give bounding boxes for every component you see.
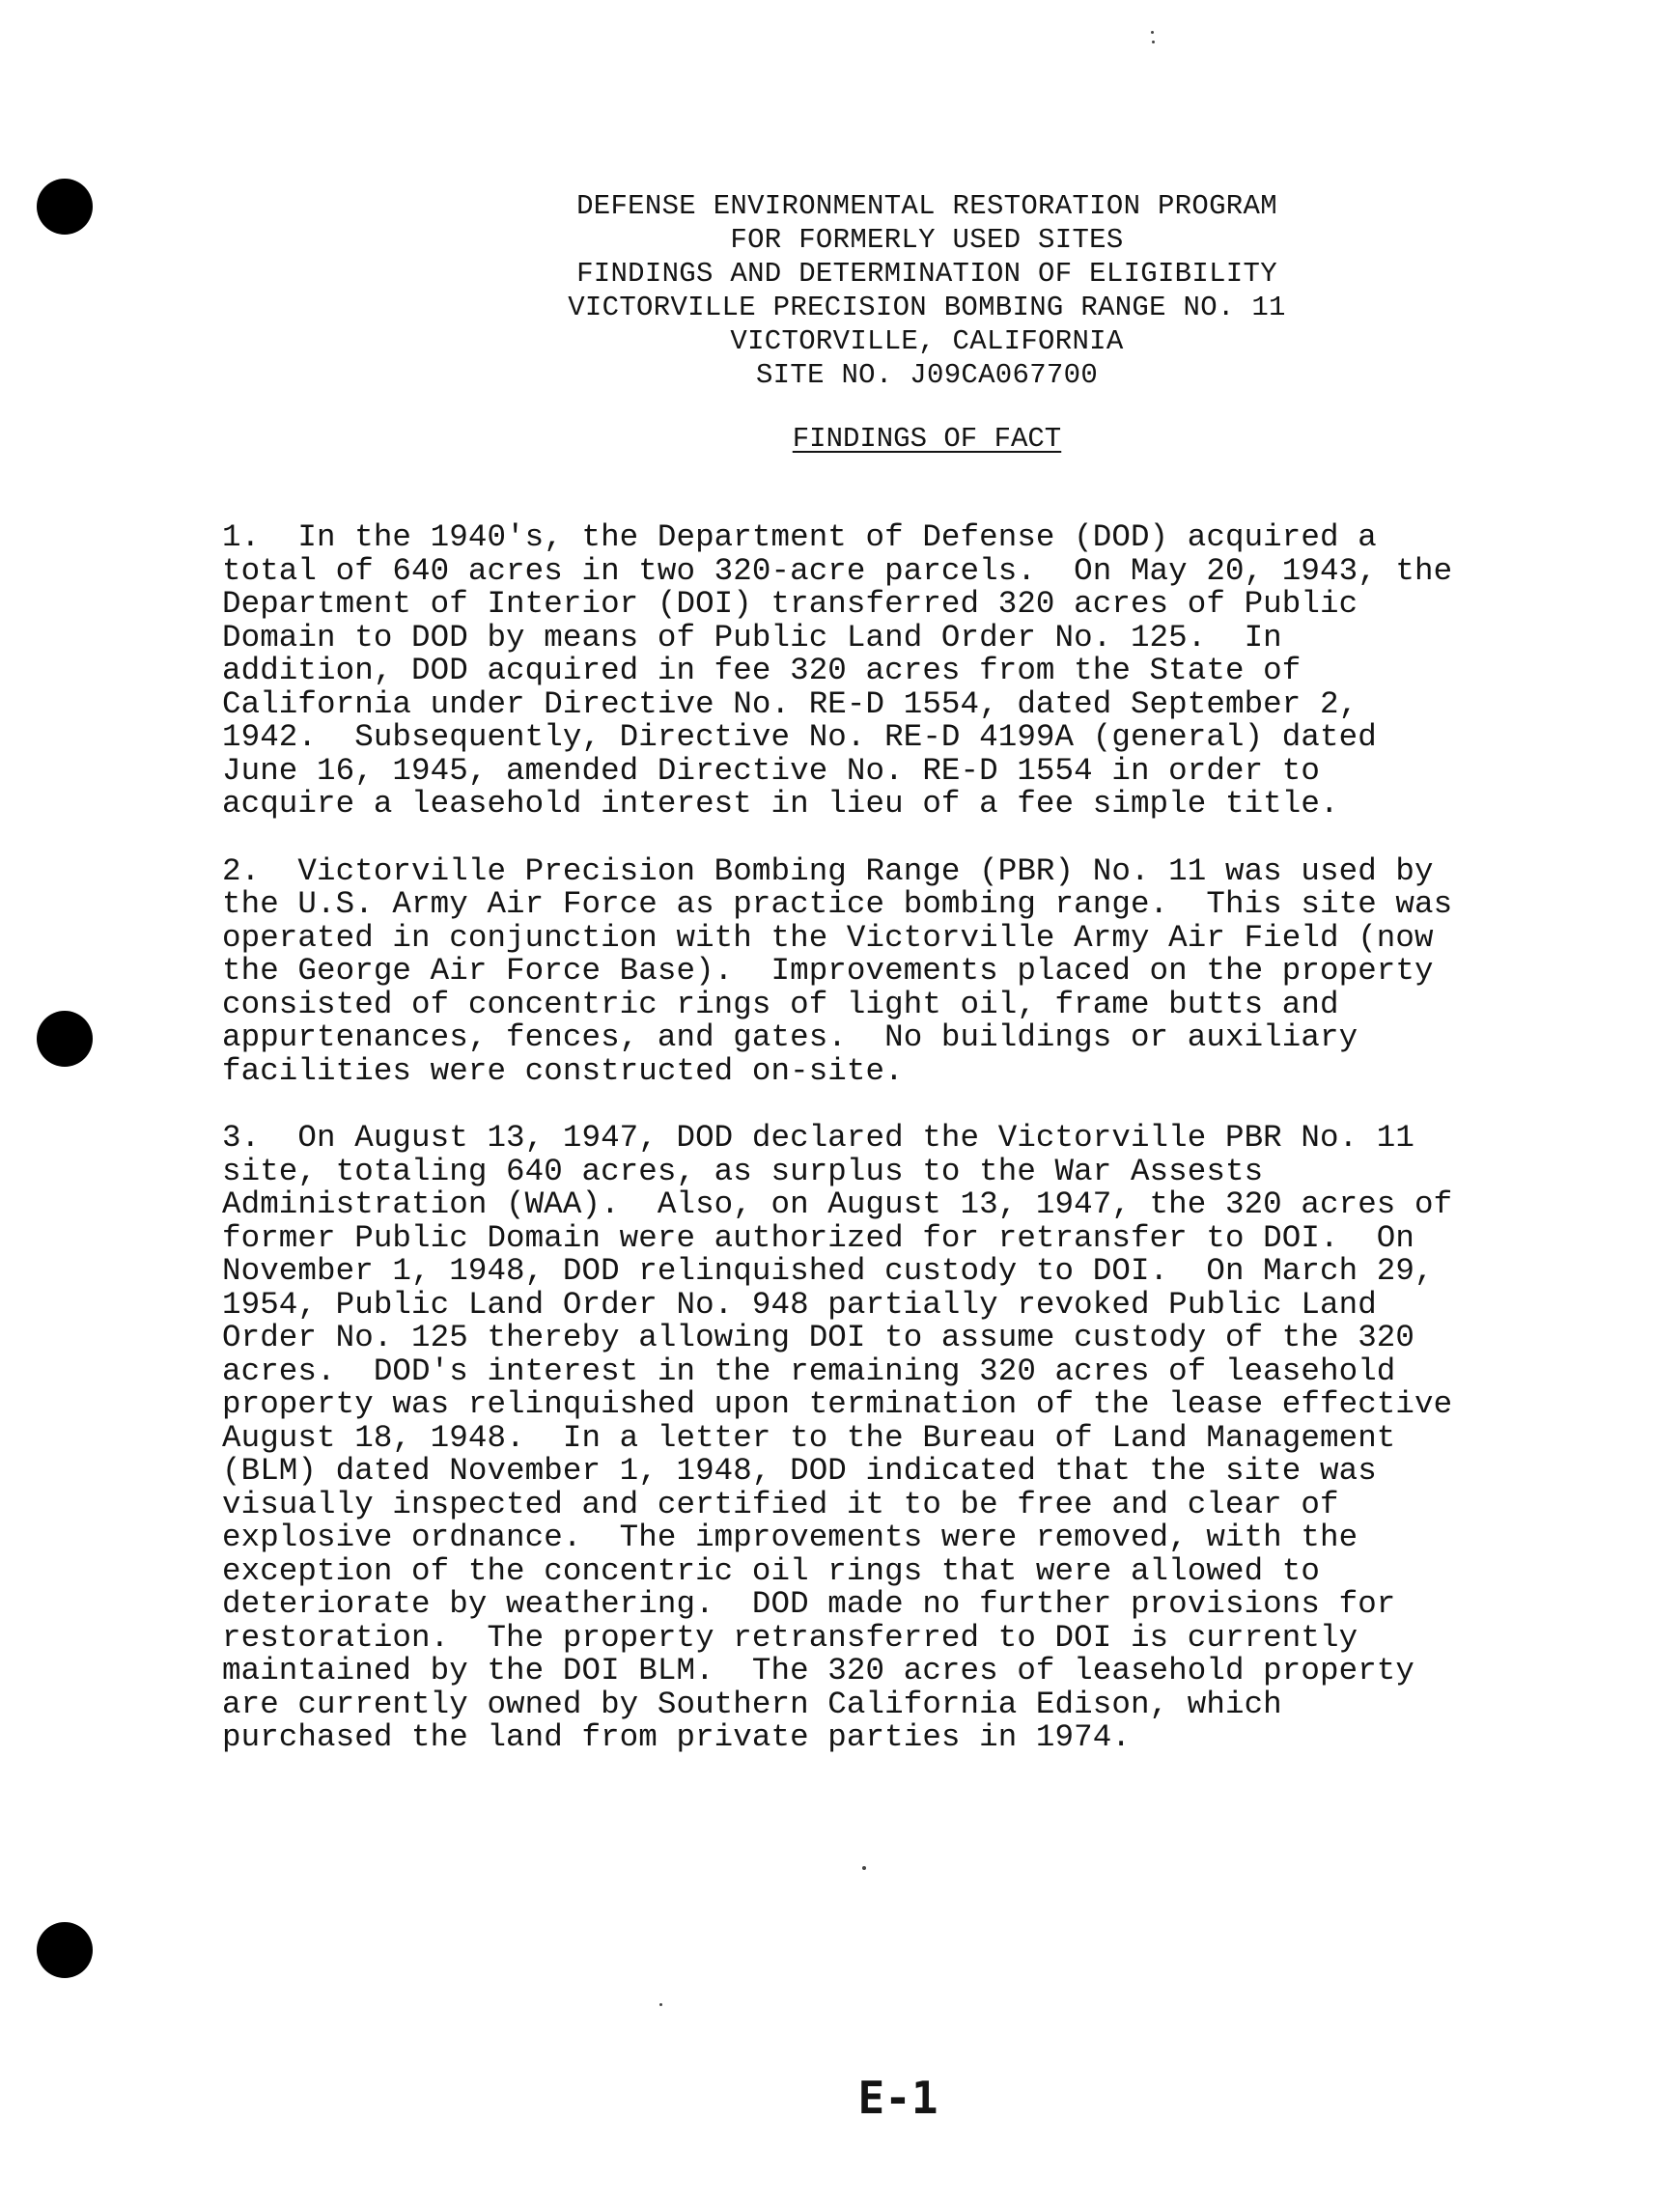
paragraph-line: visually inspected and certified it to be free and clear of: [222, 1486, 1339, 1522]
paragraph-line: 2. Victorville Precision Bombing Range (PBR) No. 11 was used by: [222, 852, 1434, 889]
scan-speck: [1151, 31, 1154, 34]
scan-speck: [659, 2003, 662, 2006]
paragraph-line: June 16, 1945, amended Directive No. RE-D 1554 in order to: [222, 752, 1320, 789]
paragraph-line: facilities were constructed on-site.: [222, 1052, 904, 1089]
paragraph-line: the George Air Force Base). Improvements placed on the property: [222, 953, 1434, 989]
paragraph-line: August 18, 1948. In a letter to the Bureau of Land Management: [222, 1419, 1396, 1456]
paragraph-line: operated in conjunction with the Victorville Army Air Field (now: [222, 919, 1434, 956]
paragraph-line: exception of the concentric oil rings that were allowed to: [222, 1552, 1320, 1589]
paragraph-2: [222, 852, 1574, 1089]
paragraph-line: 3. On August 13, 1947, DOD declared the Victorville PBR No. 11: [222, 1120, 1414, 1156]
paragraph-line: Order No. 125 thereby allowing DOI to assume custody of the 320: [222, 1320, 1414, 1355]
document-body: [222, 521, 1574, 1789]
paragraph-line: California under Directive No. RE-D 1554, dated September 2,: [222, 685, 1358, 722]
paragraph-line: Department of Interior (DOI) transferred 320 acres of Public: [222, 586, 1358, 622]
paragraph-line: consisted of concentric rings of light oil, frame butts and: [222, 986, 1339, 1022]
paragraph-line: are currently owned by Southern California Edison, which: [222, 1686, 1282, 1722]
header-location-line: VICTORVILLE, CALIFORNIA: [730, 325, 1124, 357]
findings-of-fact-heading: FINDINGS OF FACT: [792, 423, 1062, 455]
paragraph-line: 1. In the 1940's, the Department of Defense (DOD) acquired a: [222, 519, 1377, 555]
punch-hole-mark: [37, 1922, 93, 1978]
paragraph-line: addition, DOD acquired in fee 320 acres from the State of: [222, 653, 1302, 688]
header-program-line: DEFENSE ENVIRONMENTAL RESTORATION PROGRAM: [576, 190, 1277, 222]
paragraph-line: former Public Domain were authorized for retransfer to DOI. On: [222, 1219, 1414, 1256]
paragraph-line: restoration. The property retransferred to DOI is currently: [222, 1619, 1358, 1656]
paragraph-line: total of 640 acres in two 320-acre parcels. On May 20, 1943, the: [222, 552, 1453, 589]
paragraph-line: purchased the land from private parties in 1974.: [222, 1719, 1131, 1755]
scan-speck: [862, 1866, 866, 1870]
paragraph-line: maintained by the DOI BLM. The 320 acres of leasehold property: [222, 1653, 1414, 1688]
paragraph-3: [222, 1122, 1574, 1755]
paragraph-line: 1954, Public Land Order No. 948 partially revoked Public Land: [222, 1286, 1377, 1323]
paragraph-line: appurtenances, fences, and gates. No buildings or auxiliary: [222, 1019, 1358, 1055]
header-sites-line: FOR FORMERLY USED SITES: [730, 224, 1124, 256]
paragraph-line: Administration (WAA). Also, on August 13, 1947, the 320 acres of: [222, 1186, 1453, 1222]
paragraph-line: property was relinquished upon termination of the lease effective: [222, 1386, 1453, 1422]
punch-hole-mark: [37, 179, 93, 235]
paragraph-line: deteriorate by weathering. DOD made no further provisions for: [222, 1586, 1396, 1622]
paragraph-1: [222, 521, 1574, 822]
paragraph-line: November 1, 1948, DOD relinquished custody to DOI. On March 29,: [222, 1253, 1434, 1289]
paragraph-line: site, totaling 640 acres, as surplus to the War Assests: [222, 1153, 1264, 1189]
section-title: [618, 422, 1236, 456]
paragraph-line: the U.S. Army Air Force as practice bombing range. This site was: [222, 886, 1453, 922]
header-site-name-line: VICTORVILLE PRECISION BOMBING RANGE NO. 11: [568, 292, 1286, 323]
paragraph-line: explosive ordnance. The improvements were removed, with the: [222, 1520, 1358, 1555]
scan-speck: [1152, 41, 1155, 43]
header-findings-line: FINDINGS AND DETERMINATION OF ELIGIBILITY: [576, 258, 1277, 290]
paragraph-line: acquire a leasehold interest in lieu of a fee simple title.: [222, 786, 1339, 822]
paragraph-line: (BLM) dated November 1, 1948, DOD indicated that the site was: [222, 1453, 1377, 1489]
paragraph-line: acres. DOD's interest in the remaining 320 acres of leasehold: [222, 1353, 1396, 1389]
paragraph-line: Domain to DOD by means of Public Land Order No. 125. In: [222, 619, 1282, 656]
punch-hole-mark: [37, 1011, 93, 1067]
header-site-number-line: SITE NO. J09CA067700: [755, 359, 1099, 391]
document-header: [463, 189, 1390, 392]
paragraph-line: 1942. Subsequently, Directive No. RE-D 4199A (general) dated: [222, 719, 1377, 755]
page-number: E-1: [857, 2072, 938, 2124]
